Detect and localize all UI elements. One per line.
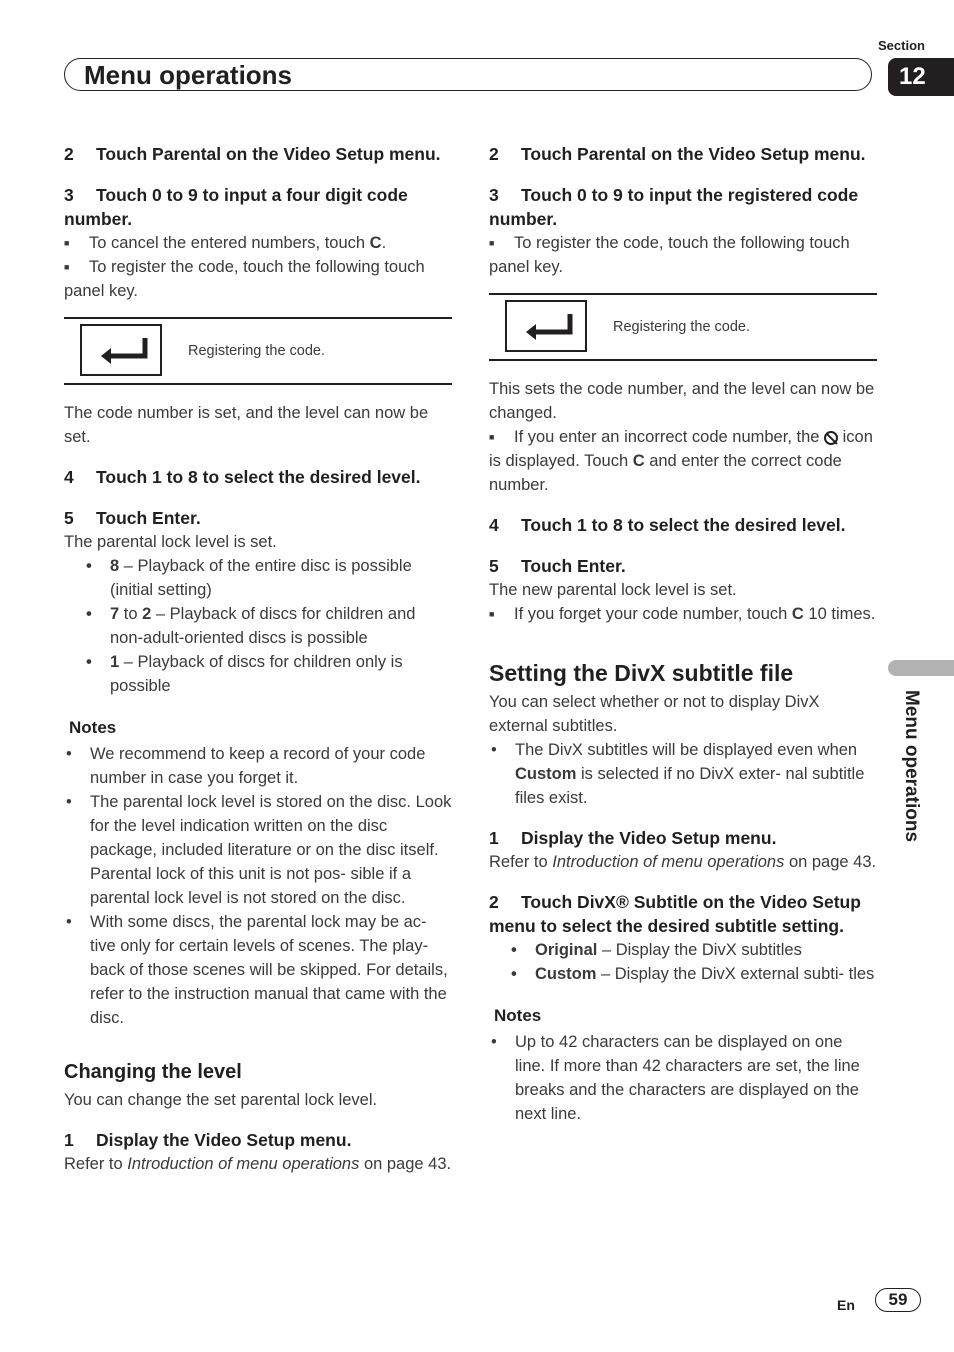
keybox-caption: Registering the code. [613,319,751,335]
list-item: • Custom – Display the DivX external subti- tles [509,962,877,986]
list-item: • 8 – Playback of the entire disc is possible (initial setting) [84,554,452,602]
list-item: • We recommend to keep a record of your code number in case you forget it. [64,742,452,790]
side-section-label: Menu operations [901,690,922,843]
list-item: • Up to 42 characters can be displayed on one line. If more than 42 characters are set, the line breaks and the characters are displayed on the next line. [489,1030,877,1126]
notes-heading: Notes [69,718,117,737]
section-label: Section [878,38,925,53]
step-3: 3 Touch 0 to 9 to input a four digit code number. [64,185,408,229]
keybox-caption: Registering the code. [188,343,326,359]
changing-step-1-text: Refer to Introduction of menu operations on page 43. [64,1155,452,1173]
side-tab-marker [888,660,954,676]
bullet-register: ■ To register the code, touch the following touch panel key. [489,234,850,276]
step-4: 4 Touch 1 to 8 to select the desired level. [489,515,846,535]
keybox-register [489,293,877,361]
list-item: • The parental lock level is stored on the disc. Look for the level indication written on the disc package, included literature or on the disc itself. Parental lock of this unit is not pos- sible if a parental lock level is not stored on the disc. [64,790,452,910]
divx-bullets [489,738,877,810]
bullet-register: ■ To register the code, touch the following touch panel key. [64,258,425,300]
enter-key-button[interactable] [505,300,587,352]
divx-step-1-text: Refer to Introduction of menu operations on page 43. [489,853,877,871]
list-item: • Original – Display the DivX subtitles [509,938,877,962]
section-number-tab: 12 [888,58,954,96]
step-5: 5 Touch Enter. [489,556,626,576]
bullet-cancel: ■ To cancel the entered numbers, touch C. [64,234,387,252]
page-title: Menu operations [84,60,293,90]
notes-list [489,1030,877,1126]
divx-step-1: 1 Display the Video Setup menu. [489,828,777,848]
notes-heading: Notes [494,1006,542,1025]
page-number: 59 [875,1288,921,1312]
step-3: 3 Touch 0 to 9 to input the registered code number. [489,185,859,229]
divx-text: You can select whether or not to display DivX external subtitles. [489,693,820,735]
bullet-incorrect: ■ If you enter an incorrect code number, the icon is displayed. Touch C and enter the correct code number. [489,428,873,494]
step-5-text: The new parental lock level is set. [489,581,737,599]
step-5-text: The parental lock level is set. [64,533,277,551]
prohibit-icon [824,431,838,445]
enter-key-icon [522,312,576,342]
bullet-forget: ■ If you forget your code number, touch C 10 times. [489,605,876,623]
step-2: 2 Touch Parental on the Video Setup menu. [64,144,441,164]
list-item: • 7 to 2 – Playback of discs for children and non-adult-oriented discs is possible [84,602,452,650]
changing-step-1: 1 Display the Video Setup menu. [64,1130,352,1150]
divx-heading: Setting the DivX subtitle file [489,660,794,686]
step-4: 4 Touch 1 to 8 to select the desired level. [64,467,421,487]
code-set-text: The code number is set, and the level can now be set. [64,404,429,446]
changing-level-heading: Changing the level [64,1061,242,1083]
list-item: • With some discs, the parental lock may be ac- tive only for certain levels of scenes. The play- back of those scenes will be skipped. For details, refer to the instruction manual that came with the disc. [64,910,452,1030]
notes-list [64,742,452,1030]
right-column [489,142,877,1126]
enter-key-button[interactable] [80,324,162,376]
list-item: • 1 – Playback of discs for children only is possible [84,650,452,698]
changing-level-text: You can change the set parental lock level. [64,1091,378,1109]
left-column [64,142,452,1176]
list-item: • The DivX subtitles will be displayed even when Custom is selected if no DivX exter- nal subtitle files exist. [489,738,877,810]
subtitle-options [489,938,877,986]
step-2: 2 Touch Parental on the Video Setup menu. [489,144,866,164]
keybox-register [64,317,452,385]
step-5: 5 Touch Enter. [64,508,201,528]
language-label: En [837,1297,855,1313]
enter-key-icon [97,336,151,366]
divx-step-2: 2 Touch DivX® Subtitle on the Video Setup menu to select the desired subtitle setting. [489,892,861,936]
sets-text: This sets the code number, and the level can now be changed. [489,380,875,422]
level-list [64,554,452,698]
